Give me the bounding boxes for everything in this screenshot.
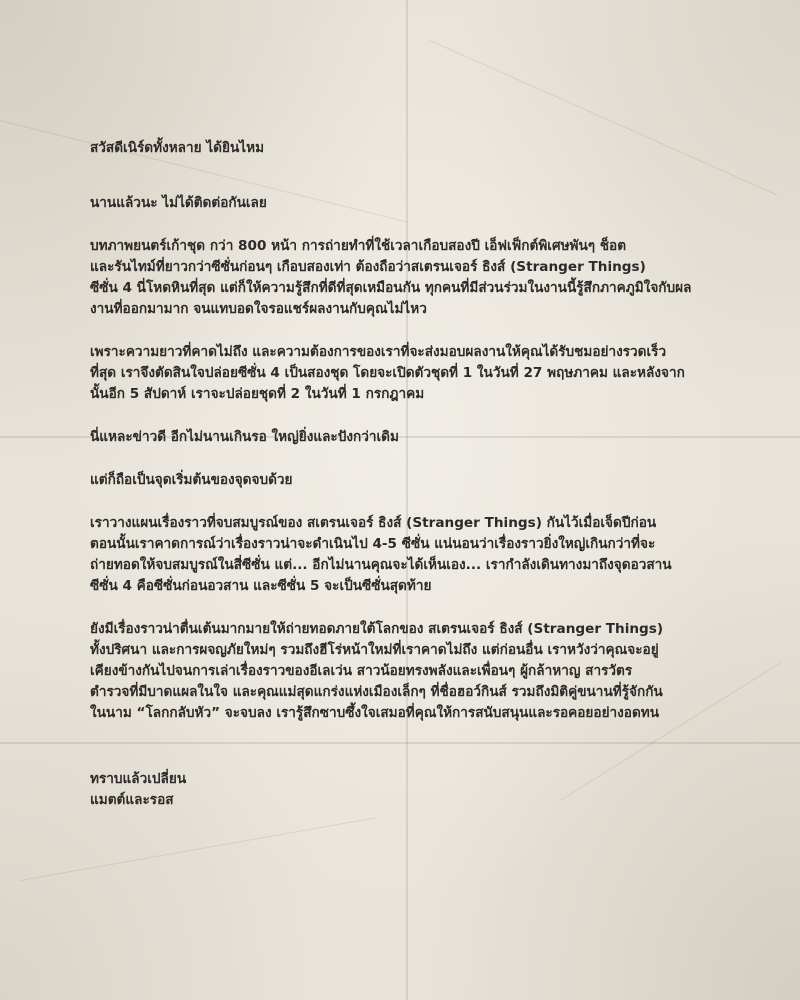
letter-line: นั้นอีก 5 สัปดาห์ เราจะปล่อยชุดที่ 2 ในวันที่ 1 กรกฎาคม <box>90 386 425 402</box>
letter-line: เราวางแผนเรื่องราวที่จบสมบูรณ์ของ สเตรนเจอร์ ธิงส์ (Stranger Things) กันไว้เมื่อเจ็ดปีก่อน <box>90 515 657 531</box>
letter-signature: แมตต์และรอส <box>90 792 174 808</box>
letter-greeting: สวัสดีเนิร์ดทั้งหลาย ได้ยินไหม <box>90 140 265 156</box>
letter-closing: ทราบแล้วเปลี่ยน <box>90 771 187 787</box>
letter-line: ทั้งปริศนา และการผจญภัยใหม่ๆ รวมถึงฮีโร่หน้าใหม่ที่เราคาดไม่ถึง แต่ก่อนอื่น เราหวังว่าคุณจะอยู่ <box>90 642 659 658</box>
letter-line: ยังมีเรื่องราวน่าตื่นเต้นมากมายให้ถ่ายทอดภายใต้โลกของ สเตรนเจอร์ ธิงส์ (Stranger Things) <box>90 621 664 637</box>
letter-line: เพราะความยาวที่คาดไม่ถึง และความต้องการของเราที่จะส่งมอบผลงานให้คุณได้รับชมอย่างรวดเร็ว <box>90 344 667 360</box>
letter-line: ในนาม “โลกกลับหัว” จะจบลง เรารู้สึกซาบซึ้งใจเสมอที่คุณให้การสนับสนุนและรอคอยอย่างอดทน <box>90 705 660 721</box>
letter-signoff <box>90 769 730 811</box>
letter-line: ซีซั่น 4 คือซีซั่นก่อนอวสาน และซีซั่น 5 จะเป็นซีซั่นสุดท้าย <box>90 578 432 594</box>
letter-line: ตำรวจที่มีบาดแผลในใจ และคุณแม่สุดแกร่งแห่งเมืองเล็กๆ ที่ชื่อฮอว์กินส์ รวมถึงมิติคู่ขนานที่รู้จักกัน <box>90 684 663 700</box>
letter-line: และรันไทม์ที่ยาวกว่าซีซั่นก่อนๆ เกือบสองเท่า ต้องถือว่าสเตรนเจอร์ ธิงส์ (Stranger Things) <box>90 259 646 275</box>
paper-crease <box>20 817 375 880</box>
letter-line: เคียงข้างกันไปจนการเล่าเรื่องราวของอีเลเว่น สาวน้อยทรงพลังและเพื่อนๆ ผู้กล้าหาญ สารวัตร <box>90 663 633 679</box>
letter-line: ถ่ายทอดให้จบสมบูรณ์ในสี่ซีซั่น แต่... อีกไม่นานคุณจะได้เห็นเอง... เรากำลังเดินทางมาถึงจุดอวสาน <box>90 557 672 573</box>
letter-line: ซีซั่น 4 นี่โหดหินที่สุด แต่ก็ให้ความรู้สึกที่ดีที่สุดเหมือนกัน ทุกคนที่มีส่วนร่วมในงานนี้รู้สึกภาคภูมิใจกับผล <box>90 280 692 296</box>
letter-line: ที่สุด เราจึงตัดสินใจปล่อยซีซั่น 4 เป็นสองชุด โดยจะเปิดตัวชุดที่ 1 ในวันที่ 27 พฤษภาคม และหลังจาก <box>90 365 685 381</box>
letter-line: แต่ก็ถือเป็นจุดเริ่มต้นของจุดจบด้วย <box>90 472 293 488</box>
letter-opening: นานแล้วนะ ไม่ได้ติดต่อกันเลย <box>90 195 267 211</box>
letter-line: นี่แหละข่าวดี อีกไม่นานเกินรอ ใหญ่ยิ่งและปังกว่าเดิม <box>90 429 399 445</box>
letter-line: ตอนนั้นเราคาดการณ์ว่าเรื่องราวน่าจะดำเนินไป 4-5 ซีซั่น แน่นอนว่าเรื่องราวยิ่งใหญ่เกินกว่าที่จะ <box>90 536 656 552</box>
letter-body <box>90 138 730 811</box>
letter-paragraph <box>90 513 730 597</box>
letter-paragraph <box>90 619 730 724</box>
letter-line: บทภาพยนตร์เก้าชุด กว่า 800 หน้า การถ่ายทำที่ใช้เวลาเกือบสองปี เอ็ฟเฟ็กต์พิเศษพันๆ ช็อต <box>90 238 627 254</box>
letter-paragraph <box>90 427 730 448</box>
letter-paragraph <box>90 236 730 320</box>
letter-paragraph <box>90 470 730 491</box>
letter-line: งานที่ออกมามาก จนแทบอดใจรอแชร์ผลงานกับคุณไม่ไหว <box>90 301 427 317</box>
letter-paragraph <box>90 342 730 405</box>
